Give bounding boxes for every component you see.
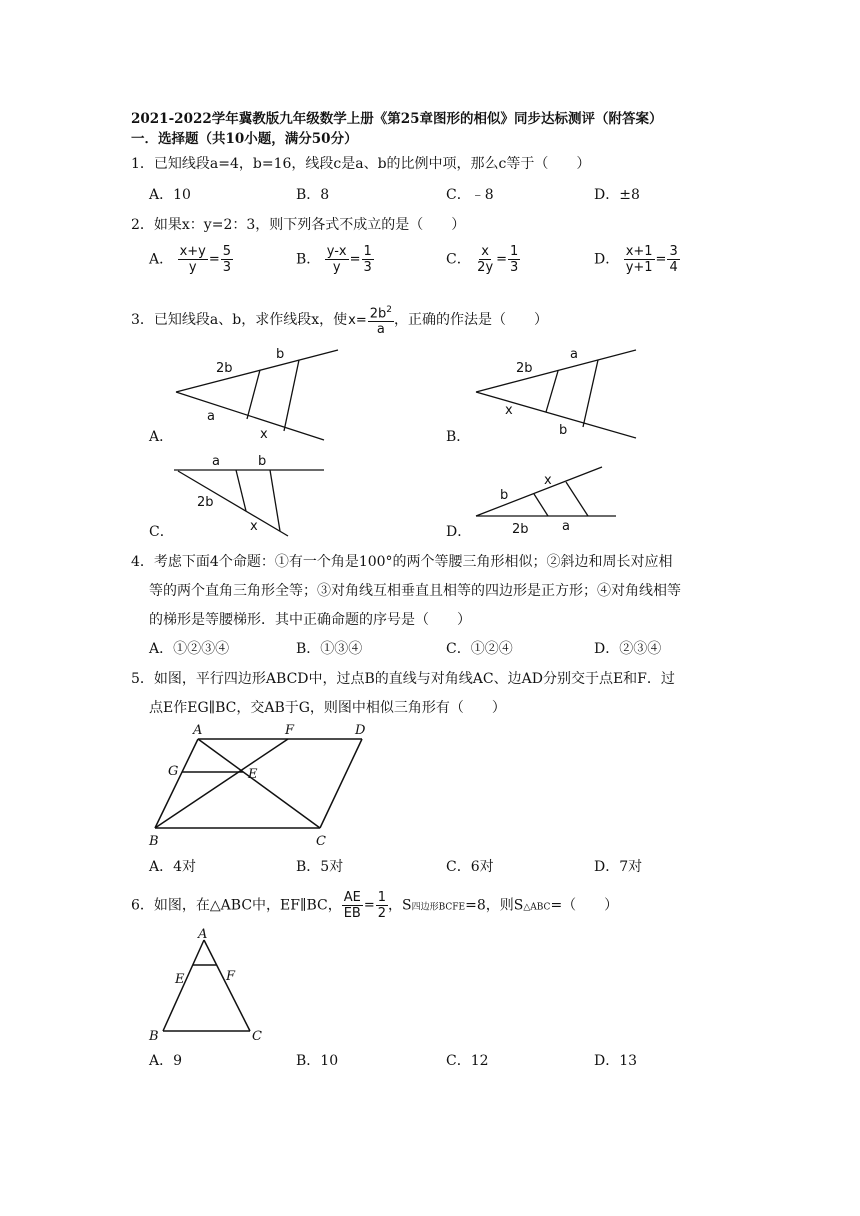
- question-4-line-3: 的梯形是等腰梯形．其中正确命题的序号是（ ）: [149, 612, 471, 628]
- q4-option-b[interactable]: B．①③④: [296, 641, 363, 657]
- fig-a-label-b: b: [276, 347, 285, 362]
- fig-c-label-2b: 2b: [197, 495, 214, 510]
- fig-d-label-x: x: [544, 473, 552, 488]
- point-c-label: C: [316, 834, 326, 849]
- q6-ratio-value: $\frac{1}{2}$: [377, 890, 387, 921]
- point-d-label: D: [355, 723, 366, 738]
- q1-option-a[interactable]: A．10: [149, 187, 191, 203]
- q3-option-c[interactable]: C．: [149, 524, 174, 540]
- q4-option-d[interactable]: D．②③④: [594, 641, 662, 657]
- point-e-label: E: [175, 972, 185, 987]
- section-heading: 一．选择题（共10小题，满分50分）: [131, 131, 358, 147]
- q2-d-fraction: $\frac{x+1}{y+1}$: [625, 244, 653, 275]
- q6-option-c[interactable]: C．12: [446, 1053, 489, 1069]
- q4-option-a[interactable]: A．①②③④: [149, 641, 230, 657]
- q2-b-result: $\frac{1}{3}$: [363, 244, 372, 275]
- point-a-label: A: [193, 723, 203, 738]
- q5-parallelogram-figure: [140, 718, 380, 850]
- q2-c-result: $\frac{1}{3}$: [510, 244, 519, 275]
- q2-b-fraction: $\frac{y-x}{y}$: [326, 244, 347, 275]
- q3-formula: $\frac{2b^2}{a}$: [369, 305, 392, 338]
- question-2-text: 2．如果x：y=2：3，则下列各式不成立的是（ ）: [131, 217, 466, 233]
- q2-c-fraction: $\frac{x}{2y}$: [477, 244, 494, 275]
- q2-a-result: $\frac{5}{3}$: [222, 244, 232, 275]
- q1-option-d[interactable]: D．±8: [594, 187, 640, 203]
- question-4-line-1: 4．考虑下面4个命题：①有一个角是100°的两个等腰三角形相似；②斜边和周长对应相: [131, 554, 673, 570]
- question-4-line-2: 等的两个直角三角形全等；③对角线互相垂直且相等的四边形是正方形；④对角线相等: [149, 583, 681, 599]
- q6-triangle-figure: [140, 926, 270, 1042]
- q5-option-b[interactable]: B．5对: [296, 859, 344, 875]
- q3-option-d[interactable]: D．: [446, 524, 472, 540]
- q2-option-c[interactable]: C． $\frac{x}{2y}$ = $\frac{1}{3}$: [446, 244, 519, 275]
- point-b-label: B: [149, 1029, 159, 1042]
- q5-option-c[interactable]: C．6对: [446, 859, 494, 875]
- q2-option-b-label: B．: [296, 251, 321, 268]
- q3-option-b[interactable]: B．: [446, 429, 471, 445]
- q5-option-d[interactable]: D．7对: [594, 859, 643, 875]
- q6-option-d[interactable]: D．13: [594, 1053, 638, 1069]
- q2-option-b[interactable]: B． $\frac{y-x}{y}$ = $\frac{1}{3}$: [296, 244, 372, 275]
- question-1-text: 1．已知线段a=4，b=16，线段c是a、b的比例中项，那么c等于（ ）: [131, 156, 591, 172]
- q3-figure-d: [470, 460, 630, 540]
- question-3-text: 3．已知线段a、b，求作线段x，使x= $\frac{2b^2}{a}$ ，正确的作法是（ ）: [131, 305, 548, 338]
- q3-figure-c: [170, 450, 330, 540]
- fig-b-label-a: a: [570, 347, 578, 362]
- fig-c-label-b: b: [258, 454, 267, 469]
- fig-d-label-2b: 2b: [512, 522, 529, 537]
- q6-option-a[interactable]: A．9: [149, 1053, 183, 1069]
- q1-option-b[interactable]: B．8: [296, 187, 330, 203]
- q2-option-d-label: D．: [594, 251, 620, 268]
- q3-figure-a: [170, 340, 350, 450]
- q2-d-result: $\frac{3}{4}$: [669, 244, 678, 275]
- point-e-label: E: [248, 767, 258, 782]
- question-5-line-2: 点E作EG∥BC，交AB于G，则图中相似三角形有（ ）: [149, 700, 506, 716]
- point-c-label: C: [252, 1029, 262, 1042]
- q2-option-a[interactable]: A． $\frac{x+y}{y}$ = $\frac{5}{3}$: [149, 244, 232, 275]
- fig-c-label-x: x: [250, 519, 258, 534]
- fig-d-label-b: b: [500, 488, 509, 503]
- point-f-label: F: [285, 723, 295, 738]
- fig-d-label-a: a: [562, 519, 570, 534]
- fig-a-label-2b: 2b: [216, 361, 233, 376]
- point-f-label: F: [226, 969, 236, 984]
- fig-b-label-2b: 2b: [516, 361, 533, 376]
- point-b-label: B: [149, 834, 159, 849]
- fig-c-label-a: a: [212, 454, 220, 469]
- point-g-label: G: [168, 764, 179, 779]
- fig-a-label-x: x: [260, 427, 268, 442]
- q2-option-a-label: A．: [149, 251, 174, 268]
- q6-option-b[interactable]: B．10: [296, 1053, 339, 1069]
- q4-option-c[interactable]: C．①②④: [446, 641, 513, 657]
- q3-option-a[interactable]: A．: [149, 429, 174, 445]
- point-a-label: A: [198, 927, 208, 942]
- fig-b-label-x: x: [505, 403, 513, 418]
- fig-a-label-a: a: [207, 409, 215, 424]
- question-6-text: 6．如图，在△ABC中，EF∥BC， $\frac{AE}{EB}$ = $\frac{1}{2}$ ，S四边形BCFE=8，则S△ABC=（ ）: [131, 890, 619, 921]
- q6-ratio-fraction: $\frac{AE}{EB}$: [343, 890, 361, 921]
- document-title: 2021-2022学年冀教版九年级数学上册《第25章图形的相似》同步达标测评（附答案）: [131, 111, 663, 127]
- fig-b-label-b: b: [559, 423, 568, 438]
- q2-a-fraction: $\frac{x+y}{y}$: [179, 244, 206, 275]
- q5-option-a[interactable]: A．4对: [149, 859, 197, 875]
- q2-option-d[interactable]: D． $\frac{x+1}{y+1}$ = $\frac{3}{4}$: [594, 244, 678, 275]
- question-5-line-1: 5．如图，平行四边形ABCD中，过点B的直线与对角线AC、边AD分别交于点E和F．过: [131, 671, 675, 687]
- q3-figure-b: [470, 340, 650, 450]
- q2-option-c-label: C．: [446, 251, 471, 268]
- q1-option-c[interactable]: C．﹣8: [446, 187, 494, 203]
